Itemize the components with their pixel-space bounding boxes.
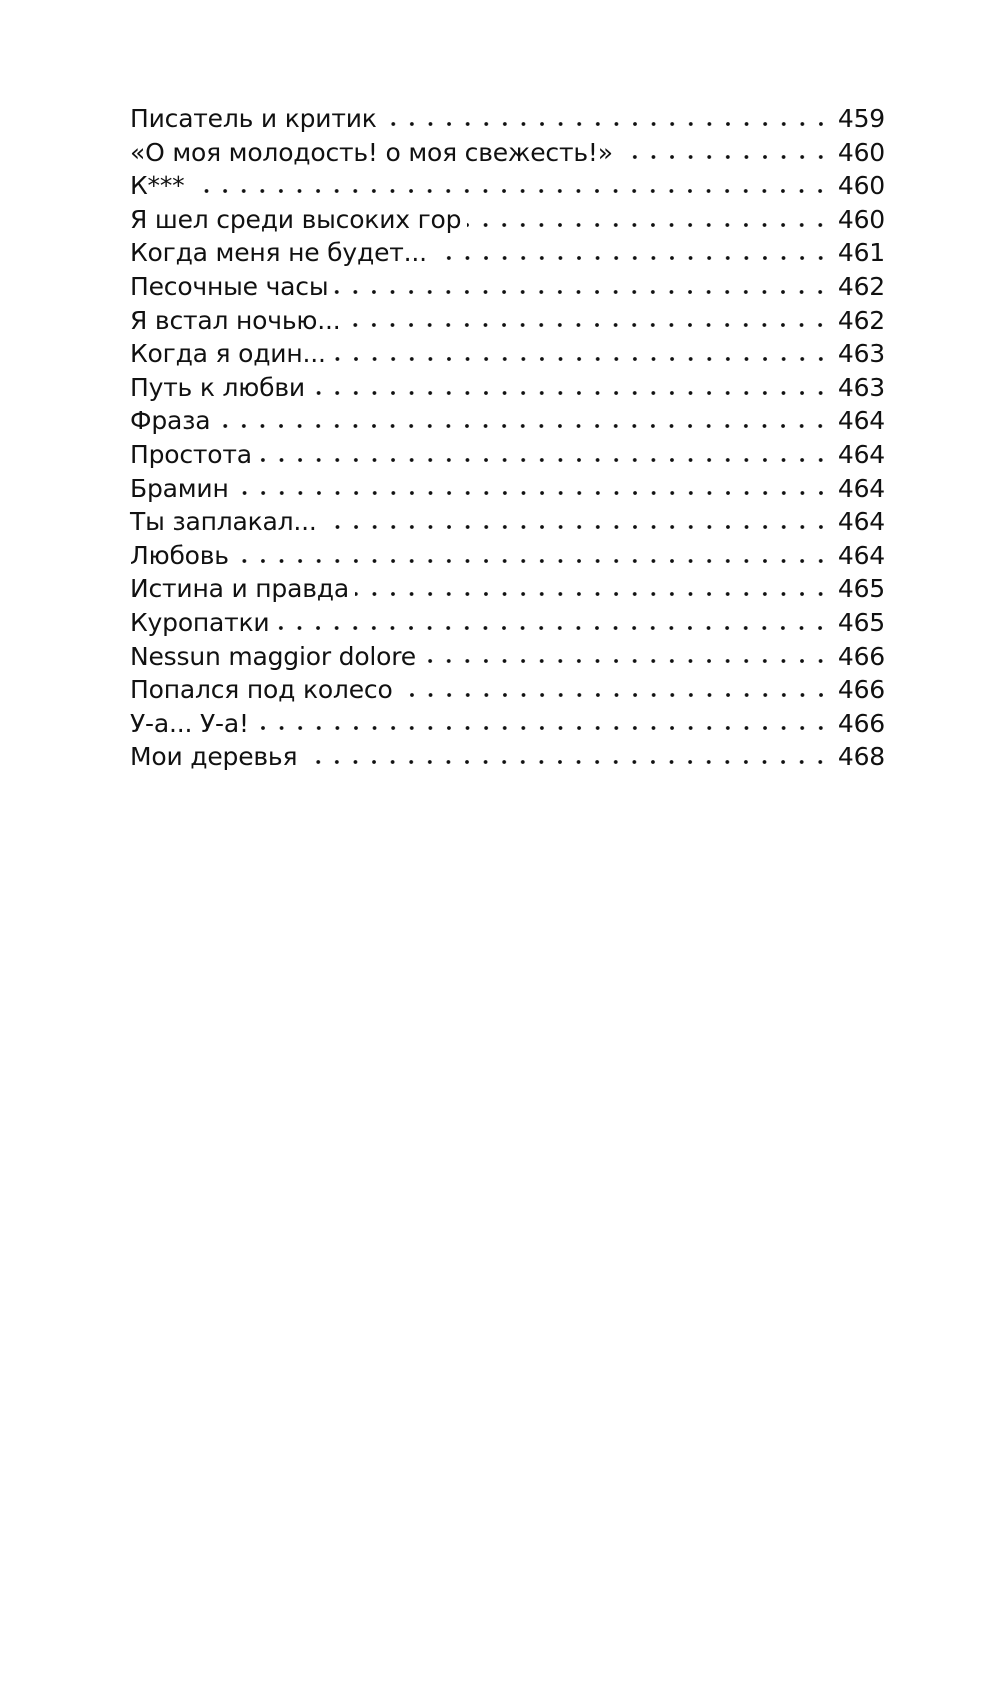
- toc-entry: [130, 472, 885, 506]
- toc-entry-title: Писатель и критик: [130, 104, 377, 133]
- toc-entry-title: Я шел среди высоких гор: [130, 204, 462, 234]
- toc-entry: [130, 438, 885, 472]
- toc-entry-title: Когда я один...: [130, 339, 326, 369]
- toc-entry: [130, 371, 885, 405]
- toc-entry-page: 465: [837, 574, 885, 604]
- dot-leader: [619, 154, 830, 160]
- toc-entry-title: Попался под колесо: [130, 675, 393, 705]
- dot-leader: [235, 490, 830, 496]
- toc-entry: [130, 539, 885, 573]
- toc-entry-title: У-а... У-а!: [130, 708, 249, 738]
- toc-entry-page: 463: [837, 372, 885, 402]
- toc-entry-title: Любовь: [130, 540, 229, 570]
- toc-entry-page: 461: [837, 238, 885, 268]
- toc-entry-page: 468: [837, 742, 885, 772]
- dot-leader: [467, 222, 830, 228]
- toc-entry-page: 466: [837, 641, 885, 671]
- toc-entry-page: 464: [837, 473, 885, 503]
- dot-leader: [258, 457, 830, 463]
- toc-entry-page: 465: [837, 607, 885, 637]
- toc-entry-title: Простота: [130, 439, 252, 469]
- dot-leader: [433, 255, 830, 261]
- dot-leader: [355, 591, 830, 597]
- toc-entry: [130, 673, 885, 707]
- toc-entry-title: Nessun maggior dolore: [130, 641, 416, 671]
- dot-leader: [383, 121, 830, 127]
- toc-entry: [130, 169, 885, 203]
- toc-entry-page: 462: [837, 305, 885, 335]
- toc-entry-page: 464: [837, 406, 885, 436]
- dot-leader: [399, 692, 830, 698]
- toc-entry: [130, 203, 885, 237]
- toc-entry-page: 459: [837, 104, 885, 133]
- toc-entry-title: Мои деревья: [130, 742, 298, 772]
- toc-entry-title: Песочные часы: [130, 271, 329, 301]
- toc-entry-page: 464: [837, 439, 885, 469]
- toc-entry: [130, 304, 885, 338]
- toc-entry-title: Куропатки: [130, 607, 270, 637]
- toc-entry-page: 460: [837, 204, 885, 234]
- toc-entry-page: 464: [837, 540, 885, 570]
- dot-leader: [311, 390, 830, 396]
- toc-entry-page: 466: [837, 708, 885, 738]
- toc-entry-page: 463: [837, 339, 885, 369]
- toc-entry: [130, 606, 885, 640]
- toc-entry: [130, 337, 885, 371]
- toc-entry-title: Ты заплакал...: [130, 507, 317, 537]
- toc-entry: [130, 707, 885, 741]
- toc-entry: [130, 740, 885, 774]
- toc-entry-title: Путь к любви: [130, 372, 305, 402]
- toc-entry: [130, 404, 885, 438]
- toc-entry-title: «О моя молодость! о моя свежесть!»: [130, 137, 613, 167]
- toc-entry: [130, 270, 885, 304]
- toc-entry-page: 466: [837, 675, 885, 705]
- toc-entry-title: Я встал ночью...: [130, 305, 341, 335]
- toc-entry-title: Фраза: [130, 406, 211, 436]
- dot-leader: [334, 289, 829, 295]
- toc-entry: [130, 505, 885, 539]
- toc-entry: [130, 136, 885, 170]
- toc-entry-page: 460: [837, 171, 885, 201]
- toc-entry: [130, 102, 885, 136]
- dot-leader: [275, 625, 829, 631]
- toc-entry-page: 460: [837, 137, 885, 167]
- dot-leader: [190, 188, 829, 194]
- toc-entry: [130, 640, 885, 674]
- toc-entry-title: Истина и правда: [130, 574, 349, 604]
- dot-leader: [235, 558, 830, 564]
- toc-entry-title: К***: [130, 171, 185, 201]
- dot-leader: [216, 423, 830, 429]
- dot-leader: [332, 356, 830, 362]
- dot-leader: [323, 524, 830, 530]
- toc-entry: [130, 572, 885, 606]
- dot-leader: [303, 759, 830, 765]
- toc-entry: [130, 236, 885, 270]
- toc-entry-page: 464: [837, 507, 885, 537]
- dot-leader: [422, 658, 830, 664]
- toc-entry-page: 462: [837, 271, 885, 301]
- dot-leader: [346, 322, 829, 328]
- dot-leader: [255, 725, 830, 731]
- toc-entry-title: Когда меня не будет...: [130, 238, 427, 268]
- table-of-contents: [130, 102, 885, 774]
- toc-entry-title: Брамин: [130, 473, 229, 503]
